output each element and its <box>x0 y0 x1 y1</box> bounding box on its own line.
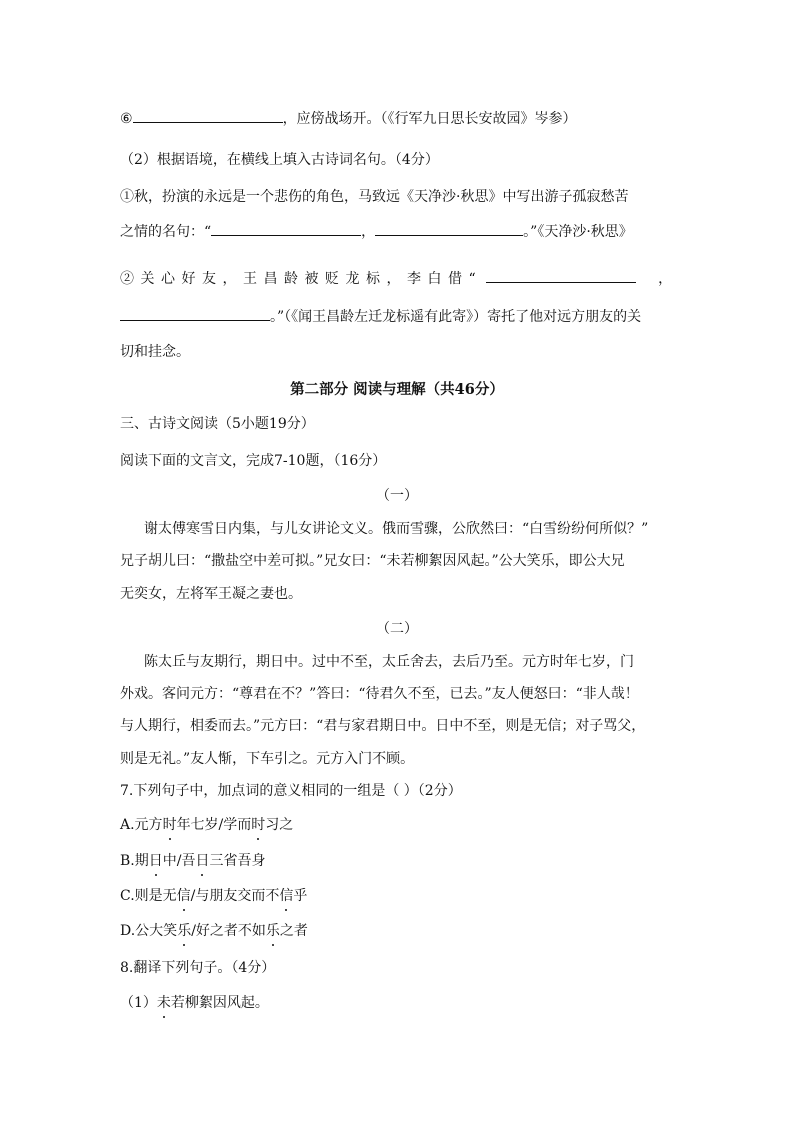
q7-option-b[interactable] <box>120 851 265 871</box>
answer-blank[interactable] <box>133 108 283 123</box>
dotted-char: 时 <box>162 817 177 833</box>
q6-text: ，应傍战场开。（《行军九日思长安故园》岑参） <box>282 111 577 127</box>
q7-option-a[interactable] <box>120 815 293 835</box>
option-text: 年七岁/学而 <box>176 817 252 833</box>
option-text: A.元方 <box>120 817 163 833</box>
option-text: 三省吾身 <box>209 853 266 869</box>
answer-blank[interactable] <box>375 221 523 236</box>
part2-title: 第二部分 阅读与理解（共46分） <box>290 381 504 398</box>
option-text: B.期 <box>120 853 149 869</box>
q6-line <box>120 108 577 129</box>
q6-number: ⑥ <box>120 111 133 127</box>
passage1-line1: 谢太傅寒雪日内集，与儿女讲论文义。俄而雪骤，公欣然曰：“白雪纷纷何所似？” <box>144 521 649 537</box>
dotted-char: 未 <box>156 995 171 1011</box>
q2-1-suffix: 。”《天净沙·秋思》 <box>523 224 633 240</box>
q7-option-c[interactable] <box>120 886 307 906</box>
dotted-char: 日 <box>148 853 163 869</box>
dotted-char: 时 <box>251 817 266 833</box>
dotted-char: 信 <box>176 888 191 904</box>
q2-1-prefix: 之情的名句：“ <box>120 224 212 240</box>
answer-blank[interactable] <box>120 306 270 321</box>
q8-item-1 <box>120 993 269 1013</box>
dotted-char: 乐 <box>265 923 280 939</box>
dotted-char: 乐 <box>177 923 192 939</box>
passage2-line4: 则是无礼。”友人惭，下车引之。元方入门不顾。 <box>120 751 415 767</box>
passage2-line3: 与人期行，相委而去。”元方曰：“君与家君期日中。日中不至，则是无信；对子骂父， <box>120 718 646 734</box>
q2-2-line1 <box>120 268 672 289</box>
answer-blank[interactable] <box>486 268 636 283</box>
item-number: （1） <box>120 995 157 1011</box>
q7-option-d[interactable] <box>120 921 308 941</box>
option-text: C.则是无 <box>120 888 177 904</box>
passage2-label: （二） <box>376 621 418 637</box>
passage1-line3: 无奕女，左将军王凝之妻也。 <box>120 586 302 602</box>
q2-2-suffix: 。”（《闻王昌龄左迁龙标遥有此寄》）寄托了他对远方朋友的关 <box>270 309 642 325</box>
option-text: /好之者不如 <box>191 923 266 939</box>
passage2-line2: 外戏。客问元方：“尊君在不？”答曰：“待君久不至，已去。”友人便怒曰：“非人哉！ <box>120 686 639 702</box>
option-text: 乎 <box>293 888 308 904</box>
passage2-line1: 陈太丘与友期行，期日中。过中不至，太丘舍去，去后乃至。元方时年七岁，门 <box>144 654 634 670</box>
q2-1-line1: ①秋，扮演的永远是一个悲伤的角色，马致远《天净沙·秋思》中写出游子孤寂愁苦 <box>120 189 629 205</box>
q2-1-line2 <box>120 221 633 242</box>
q7-stem: 7.下列句子中，加点词的意义相同的一组是（ ）（2分） <box>120 783 462 799</box>
passage1-line2: 兄子胡儿曰：“撒盐空中差可拟。”兄女曰：“未若柳絮因风起。”公大笑乐，即公大兄 <box>120 553 625 569</box>
option-text: /与朋友交而不 <box>190 888 280 904</box>
item-text: 若柳絮因风起。 <box>170 995 269 1011</box>
q2-2-line3: 切和挂念。 <box>120 344 190 360</box>
q2-1-comma: ， <box>361 224 376 240</box>
section3-title: 三、古诗文阅读（5小题19分） <box>120 416 315 432</box>
q2-2-prefix: ②关心好友，王昌龄被贬龙标，李白借“ <box>120 271 483 287</box>
answer-blank[interactable] <box>211 221 361 236</box>
dotted-char: 信 <box>279 888 294 904</box>
section3-intro: 阅读下面的文言文，完成7-10题，（16分） <box>120 453 387 469</box>
q2-heading: （2）根据语境，在横线上填入古诗词名句。（4分） <box>120 152 439 168</box>
option-text: 中/吾 <box>162 853 196 869</box>
q2-2-comma: ， <box>658 271 673 287</box>
option-text: D.公大笑 <box>120 923 178 939</box>
dotted-char: 日 <box>195 853 210 869</box>
option-text: 习之 <box>265 817 294 833</box>
q2-2-line2 <box>120 306 641 327</box>
passage1-label: （一） <box>376 488 418 504</box>
q8-stem: 8.翻译下列句子。（4分） <box>120 960 276 976</box>
option-text: 之者 <box>279 923 308 939</box>
